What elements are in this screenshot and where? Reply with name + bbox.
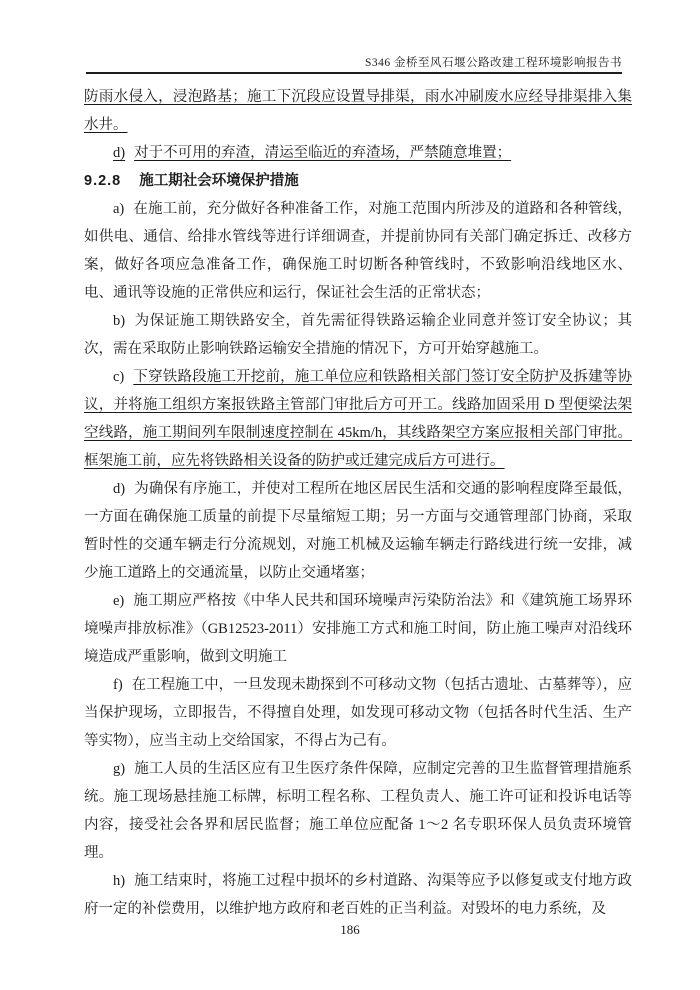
item-text: 在工程施工中，一旦发现未勘探到不可移动文物（包括古遗址、古墓葬等），应当保护现场，立即报告，不得擅自处理，如发现可移动文物（包括各时代生活、生产等实物），应当主动上交给国家，不得占为己有。 [84,677,632,749]
running-header-title: S346 金桥至风石堰公路改建工程环境影响报告书 [364,57,622,69]
item-label: d) [113,481,126,497]
item-text: 施工期应严格按《中华人民共和国环境噪声污染防治法》和《建筑施工场界环境噪声排放标准》（GB12523-2011）安排施工方式和施工时间，防止施工噪声对沿线环境造成严重影响，做到文明施工 [84,593,632,665]
item-text: 对于不可用的弃渣，清运至临近的弃渣场，严禁随意堆置； [134,145,512,161]
item-text: 施工结束时，将施工过程中损坏的乡村道路、沟渠等应予以修复或支付地方政府一定的补偿费用，以维护地方政府和老百姓的正当利益。对毁坏的电力系统，及 [84,873,632,917]
list-item-waste-disposal [84,139,632,167]
item-text: 为保证施工期铁路安全，首先需征得铁路运输企业同意并签订安全协议；其次，需在采取防止影响铁路运输安全措施的情况下，方可开始穿越施工。 [84,313,632,357]
list-item-g [84,755,632,867]
list-item-c [84,363,632,475]
list-item-b [84,307,632,363]
header-rule [86,72,622,74]
paragraph-continuation [84,83,632,139]
section-heading [84,167,632,195]
item-label: e) [113,593,125,609]
list-item-e [84,587,632,671]
item-label: h) [113,873,126,889]
item-label: c) [113,369,125,385]
page-body [84,83,632,923]
item-text: 施工人员的生活区应有卫生医疗条件保障，应制定完善的卫生监督管理措施系统。施工现场悬挂施工标牌，标明工程名称、工程负责人、施工许可证和投诉电话等内容，接受社会各界和居民监督；施工单位应配备 1～2 名专职环保人员负责环境管理。 [84,761,632,861]
list-item-f [84,671,632,755]
page-number: 186 [340,922,360,937]
paragraph-continuation-text: 防雨水侵入，浸泡路基；施工下沉段应设置导排渠，雨水冲刷废水应经导排渠排入集水井。 [84,89,632,133]
item-label: b) [113,313,126,329]
item-text: 在施工前，充分做好各种准备工作，对施工范围内所涉及的道路和各种管线，如供电、通信、给排水管线等进行详细调查，并提前协同有关部门确定拆迁、改移方案，做好各项应急准备工作，确保施工时切断各种管线时，不致影响沿线地区水、电、通讯等设施的正常供应和运行，保证社会生活的正常状态； [84,201,632,301]
item-label: a) [113,201,125,217]
item-text: 为确保有序施工，并使对工程所在地区居民生活和交通的影响程度降至最低，一方面在确保施工质量的前提下尽量缩短工期；另一方面与交通管理部门协商，采取暂时性的交通车辆走行分流规划，对施工机械及运输车辆走行路线进行统一安排，减少施工道路上的交通流量，以防止交通堵塞； [84,481,632,581]
list-item-h [84,867,632,923]
item-label: d) [113,145,126,161]
list-item-a [84,195,632,307]
item-label: g) [113,761,126,777]
page-header [86,54,622,70]
item-label: f) [113,677,123,693]
section-number: 9.2.8 [84,173,122,189]
item-text: 下穿铁路段施工开挖前，施工单位应和铁路相关部门签订安全防护及拆建等协议，并将施工组织方案报铁路主管部门审批后方可开工。线路加固采用 D 型便梁法架空线路，施工期间列车限制速度控制在 45km/h，其线路架空方案应报相关部门审批。框架施工前，应先将铁路相关设备的防护或迁建完成后方可进行。 [84,369,632,469]
list-item-d [84,475,632,587]
section-title: 施工期社会环境保护措施 [139,173,299,189]
